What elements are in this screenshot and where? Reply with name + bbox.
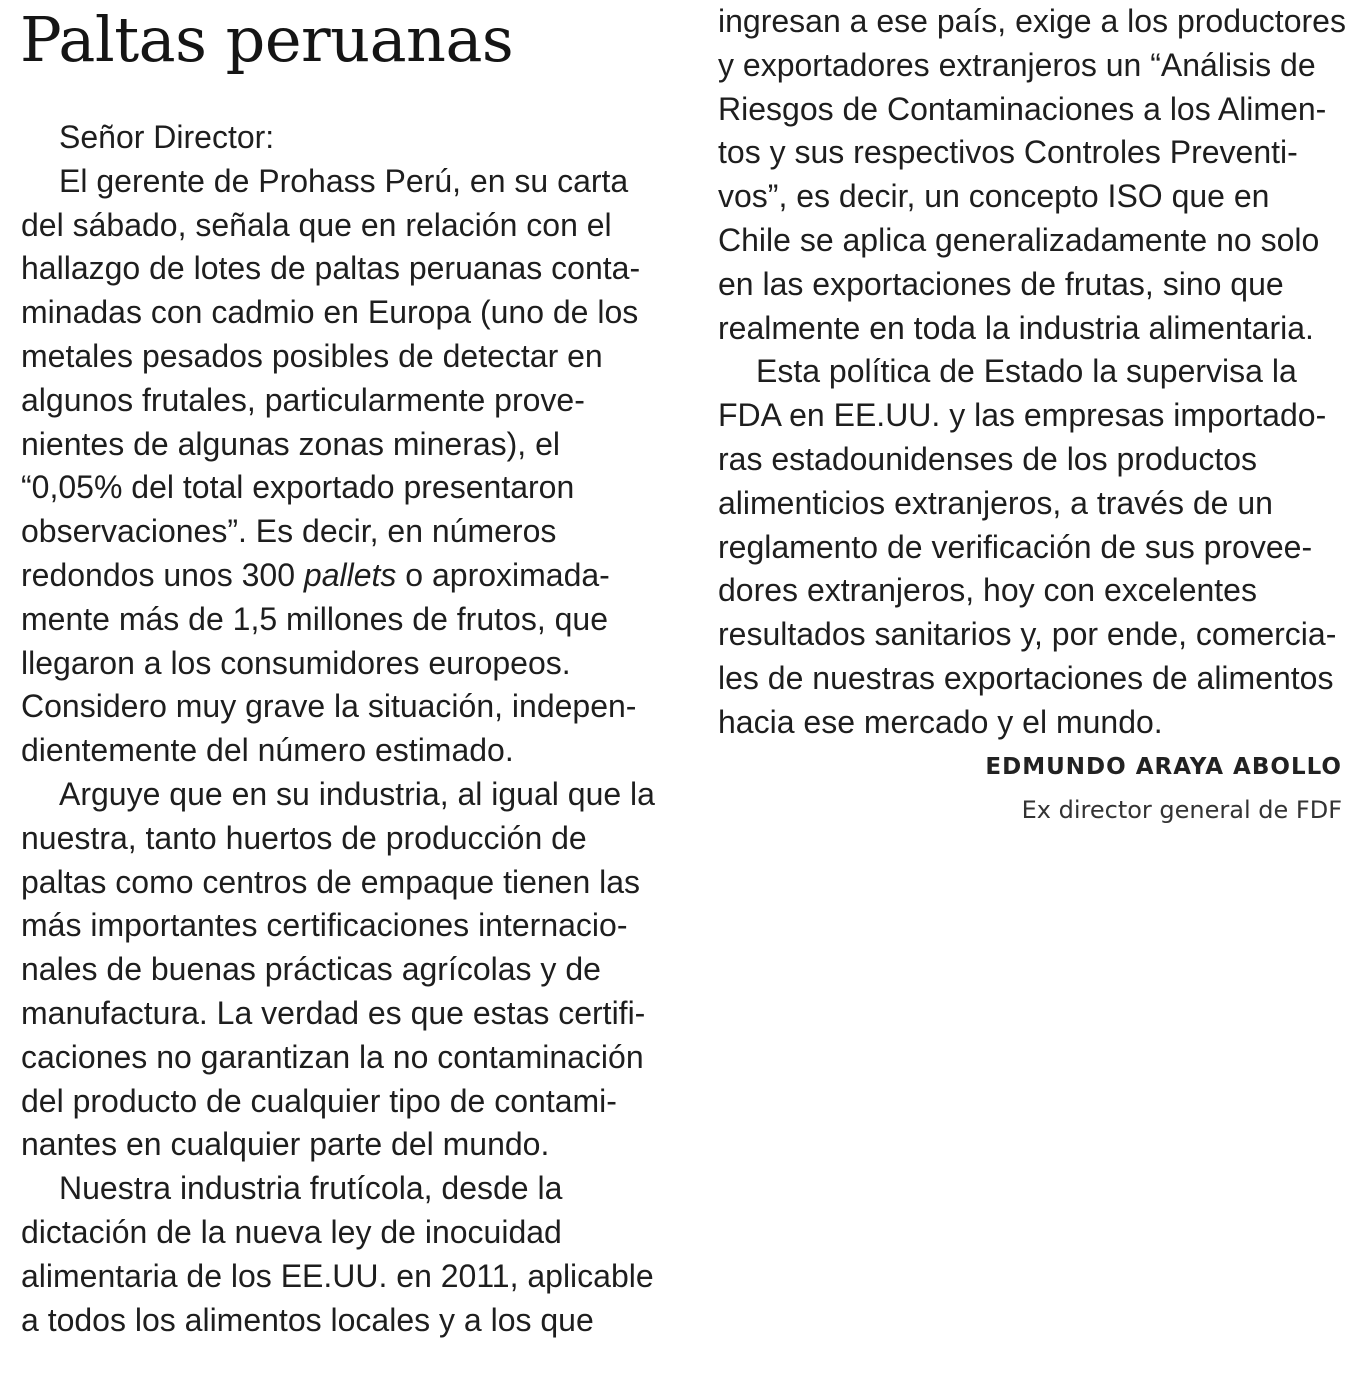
- text-segment: redondos unos 300: [21, 556, 304, 593]
- text-line: minadas con cadmio en Europa (uno de los: [21, 294, 639, 331]
- text-line: mente más de 1,5 millones de frutos, que: [21, 600, 608, 637]
- right-column: [718, 0, 1348, 745]
- text-line: en las exportaciones de frutas, sino que: [718, 265, 1284, 302]
- text-line: metales pesados posibles de detectar en: [21, 337, 603, 374]
- text-line: hacia ese mercado y el mundo.: [718, 703, 1163, 740]
- text-line: hallazgo de lotes de paltas peruanas conta-: [21, 250, 641, 287]
- text-line: alimentaria de los EE.UU. en 2011, aplicable: [21, 1257, 654, 1294]
- text-line: del producto de cualquier tipo de contami-: [21, 1082, 617, 1119]
- italic-word: pallets: [303, 556, 397, 593]
- text-line: llegaron a los consumidores europeos.: [21, 644, 571, 681]
- text-line: manufactura. La verdad es que estas certifi-: [21, 994, 646, 1031]
- text-segment: o aproximada-: [396, 556, 610, 593]
- text-line: caciones no garantizan la no contaminación: [21, 1038, 644, 1075]
- text-line: tos y sus respectivos Controles Preventi-: [718, 134, 1298, 171]
- text-line: dientemente del número estimado.: [21, 732, 514, 769]
- text-line: nuestra, tanto huertos de producción de: [21, 819, 587, 856]
- text-line: nales de buenas prácticas agrícolas y de: [21, 951, 601, 988]
- text-line: reglamento de verificación de sus provee-: [718, 528, 1313, 565]
- left-column: [21, 116, 655, 1342]
- text-line: Chile se aplica generalizadamente no solo: [718, 221, 1320, 258]
- text-line: más importantes certificaciones internacio-: [21, 907, 628, 944]
- text-line: Nuestra industria frutícola, desde la: [59, 1170, 563, 1207]
- text-line: ingresan a ese país, exige a los productores: [718, 3, 1346, 39]
- text-line: nantes en cualquier parte del mundo.: [21, 1126, 550, 1163]
- author-role: Ex director general de FDF: [1021, 796, 1342, 824]
- text-line: algunos frutales, particularmente prove-: [21, 381, 585, 418]
- author-name: EDMUNDO ARAYA ABOLLO: [985, 754, 1342, 780]
- text-line: Considero muy grave la situación, indepen-: [21, 688, 637, 725]
- letter-title: Paltas peruanas: [20, 3, 514, 76]
- text-line: resultados sanitarios y, por ende, comercia-: [718, 616, 1337, 653]
- text-line: del sábado, señala que en relación con el: [21, 206, 612, 243]
- text-line: a todos los alimentos locales y a los que: [21, 1301, 594, 1338]
- text-line: nientes de algunas zonas mineras), el: [21, 425, 560, 462]
- text-line: alimenticios extranjeros, a través de un: [718, 484, 1273, 521]
- text-line: Señor Director:: [59, 119, 275, 155]
- text-line: dores extranjeros, hoy con excelentes: [718, 572, 1257, 609]
- text-line: y exportadores extranjeros un “Análisis de: [718, 46, 1316, 83]
- text-line: paltas como centros de empaque tienen las: [21, 863, 641, 900]
- text-line: realmente en toda la industria alimentaria.: [718, 309, 1314, 346]
- text-line: dictación de la nueva ley de inocuidad: [21, 1213, 562, 1250]
- text-line: ras estadounidenses de los productos: [718, 440, 1258, 477]
- text-line: Esta política de Estado la supervisa la: [756, 353, 1297, 390]
- text-line: Arguye que en su industria, al igual que la: [59, 775, 655, 812]
- text-line: FDA en EE.UU. y las empresas importado-: [718, 397, 1327, 434]
- text-line: [21, 554, 651, 598]
- text-line: les de nuestras exportaciones de alimentos: [718, 659, 1334, 696]
- text-line: Riesgos de Contaminaciones a los Alimen-: [718, 90, 1327, 127]
- text-line: observaciones”. Es decir, en números: [21, 513, 557, 550]
- text-line: “0,05% del total exportado presentaron: [21, 469, 575, 506]
- text-line: El gerente de Prohass Perú, en su carta: [59, 162, 629, 199]
- text-line: vos”, es decir, un concepto ISO que en: [718, 178, 1270, 215]
